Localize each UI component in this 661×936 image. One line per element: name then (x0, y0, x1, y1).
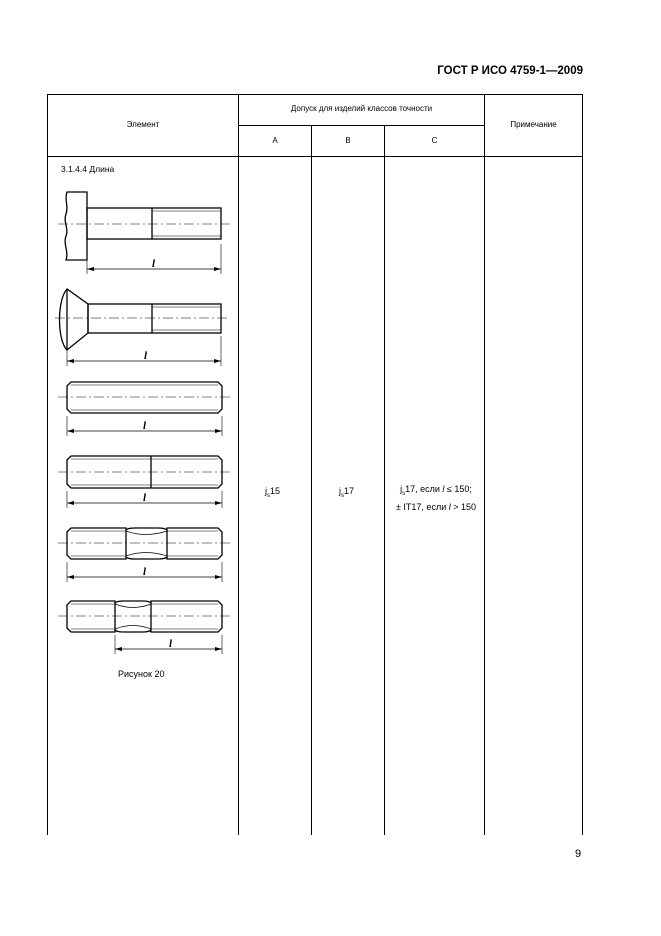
header-note: Примечание (510, 120, 557, 129)
document-code: ГОСТ Р ИСО 4759-1—2009 (437, 65, 583, 77)
dim-label-6: l (169, 638, 173, 650)
dim-label-4: l (143, 492, 147, 504)
tolerance-c-line2: ± IT17, если l > 150 (395, 502, 476, 512)
header-class-b: В (345, 136, 351, 145)
tolerance-c-line1: $j_s17$, если l ≤ 150; (400, 484, 472, 497)
header-class-c: С (431, 136, 438, 145)
stud-relief-drawing (58, 601, 230, 654)
page-number: 9 (575, 848, 582, 860)
dim-label-5: l (143, 566, 147, 578)
bolt-headed-drawing (58, 192, 230, 274)
bolt-countersunk-drawing (55, 289, 230, 366)
section-title: 3.1.4.4 Длина (61, 164, 115, 174)
dim-label-3: l (143, 420, 147, 432)
header-tolerance-group: Допуск для изделий классов точности (290, 104, 433, 113)
tolerance-class-a: $j_s15$ (265, 486, 281, 499)
figure-caption: Рисунок 20 (118, 669, 165, 679)
tolerance-class-b: $j_s17$ (339, 486, 355, 499)
dim-label-2: l (144, 350, 148, 362)
dim-label-1: l (152, 258, 156, 270)
header-class-a: А (272, 136, 278, 145)
header-element: Элемент (126, 120, 160, 129)
